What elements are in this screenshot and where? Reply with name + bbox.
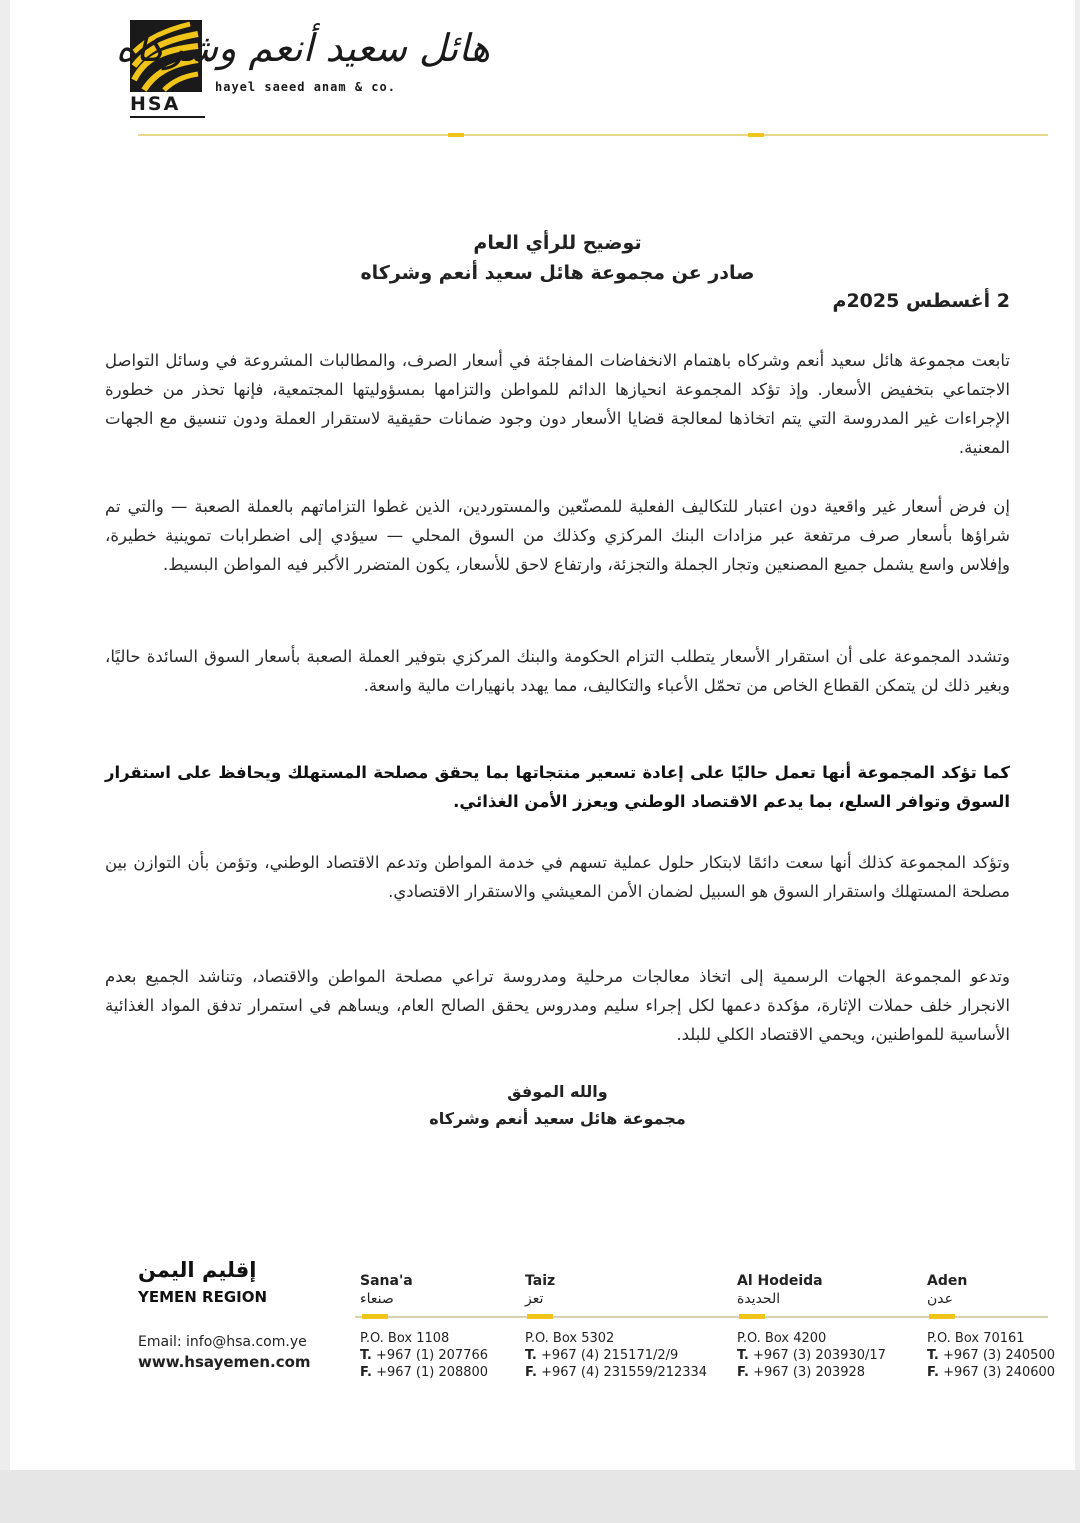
- office-fax-line: [737, 1364, 942, 1381]
- company-name-english: hayel saeed anam & co.: [215, 80, 396, 94]
- title-line-2: صادر عن مجموعة هائل سعيد أنعم وشركاه: [360, 262, 755, 284]
- office-hodeida-heading: [737, 1273, 937, 1307]
- office-tel: +967 (3) 203930/17: [752, 1348, 886, 1363]
- company-name-arabic: هائل سعيد أنعم وشركاه: [115, 26, 490, 70]
- paragraph-1-block: [105, 346, 1010, 462]
- tel-label: T.: [737, 1348, 749, 1363]
- office-marker: [527, 1314, 553, 1319]
- paragraph-3: وتشدد المجموعة على أن استقرار الأسعار يتطلب التزام الحكومة والبنك المركزي بتوفير العملة الصعبة بأسعار السوق السائدة حاليًا، وبغير ذلك لن يتمكن القطاع الخاص من تحمّل الأعباء والتكاليف، مما يهدد بانهيارات مالية واسعة.: [105, 647, 1010, 695]
- office-fax: +967 (4) 231559/212334: [541, 1365, 708, 1380]
- paragraph-2-block: [105, 492, 1010, 579]
- paragraph-4: كما تؤكد المجموعة أنها تعمل حاليًا على إعادة تسعير منتجاتها بما يحقق مصلحة المستهلك ويحافظ على استقرار السوق وتوافر السلع، بما يدعم الاقتصاد الوطني ويعزز الأمن الغذائي.: [105, 763, 1010, 811]
- office-city-arabic: الحديدة: [737, 1291, 781, 1307]
- title-line-1: توضيح للرأي العام: [473, 232, 642, 254]
- office-taiz-details: [525, 1330, 730, 1381]
- closing-line-1: والله الموفق: [507, 1082, 608, 1101]
- office-pobox: P.O. Box 5302: [525, 1331, 615, 1346]
- office-city: Sana'a: [360, 1273, 413, 1289]
- office-fax: +967 (3) 203928: [753, 1365, 866, 1380]
- office-city: Aden: [927, 1273, 968, 1289]
- office-fax-line: [525, 1364, 730, 1381]
- office-pobox: P.O. Box 1108: [360, 1331, 450, 1346]
- office-marker: [929, 1314, 955, 1319]
- office-marker: [739, 1314, 765, 1319]
- fax-label: F.: [927, 1365, 939, 1380]
- office-marker: [362, 1314, 388, 1319]
- office-tel-line: [927, 1347, 1067, 1364]
- closing-signature: مجموعة هائل سعيد أنعم وشركاه: [429, 1109, 686, 1128]
- paragraph-2: إن فرض أسعار غير واقعية دون اعتبار للتكاليف الفعلية للمصنّعين والمستوردين، الذين غطوا التزاماتهم بالعملة الصعبة — والتي تم شراؤها بأسعار صرف مرتفعة عبر مزادات البنك المركزي وكذلك من السوق المحلي — سيؤدي إلى اضطرابات تموينية خطيرة، وإفلاس واسع يشمل جميع المصنعين وتجار الجملة والتجزئة، وارتفاع لاحق للأسعار، يكون المتضرر الأكبر فيه المواطن البسيط.: [105, 497, 1010, 574]
- region-title-english: YEMEN REGION: [138, 1288, 268, 1306]
- fax-label: F.: [525, 1365, 537, 1380]
- paragraph-1: تابعت مجموعة هائل سعيد أنعم وشركاه باهتمام الانخفاضات المفاجئة في أسعار الصرف، والمطالبات المشروعة في وسائل التواصل الاجتماعي بتخفيض الأسعار. وإذ تؤكد المجموعة انحيازها الدائم للمواطن والتزامها بمسؤوليتها المجتمعية، فإنها تحذر من خطورة الإجراءات غير المدروسة التي يتم اتخاذها لمعالجة قضايا الأسعار دون وجود ضمانات حقيقية لاستقرار العملة ودون تنسيق مع الجهات المعنية.: [105, 351, 1010, 457]
- office-tel: +967 (4) 215171/2/9: [540, 1348, 679, 1363]
- paragraph-5-block: [105, 848, 1010, 906]
- region-title-arabic: إقليم اليمن: [138, 1258, 257, 1282]
- office-city: Taiz: [525, 1273, 556, 1289]
- office-city-arabic: صنعاء: [360, 1291, 394, 1307]
- footer-website[interactable]: www.hsayemen.com: [138, 1353, 311, 1371]
- office-pobox: P.O. Box 4200: [737, 1331, 827, 1346]
- letter-date-block: [105, 290, 1010, 312]
- tel-label: T.: [360, 1348, 372, 1363]
- letter-date: 2 أغسطس 2025م: [832, 290, 1010, 312]
- office-aden-heading: [927, 1273, 1080, 1307]
- tel-label: T.: [525, 1348, 537, 1363]
- letter-page: [10, 0, 1075, 1470]
- paragraph-6: وتدعو المجموعة الجهات الرسمية إلى اتخاذ معالجات مرحلية ومدروسة تراعي مصلحة المواطن والاقتصاد، وتناشد الجميع بعدم الانجرار خلف حملات الإثارة، مؤكدة دعمها لكل إجراء سليم ومدروس يحقق الصالح العام، ويساهم في استمرار تدفق المواد الغذائية الأساسية للمواطنين، ويحمي الاقتصاد الكلي للبلد.: [105, 967, 1010, 1044]
- logo-abbreviation: HSA: [130, 94, 205, 118]
- tel-label: T.: [927, 1348, 939, 1363]
- office-fax: +967 (3) 240600: [943, 1365, 1056, 1380]
- paragraph-5: وتؤكد المجموعة كذلك أنها سعت دائمًا لابتكار حلول عملية تسهم في خدمة المواطن وتدعم الاقتصاد الوطني، وتؤمن بأن التوازن بين مصلحة المستهلك واستقرار السوق هو السبيل لضمان الأمن المعيشي والاستقرار الاقتصادي.: [105, 853, 1010, 901]
- office-fax: +967 (1) 208800: [376, 1365, 489, 1380]
- office-pobox: P.O. Box 70161: [927, 1331, 1025, 1346]
- office-city: Al Hodeida: [737, 1273, 823, 1289]
- closing-block: [105, 1078, 1010, 1132]
- letter-title: [105, 228, 1010, 288]
- page-background-band: [0, 1470, 1080, 1523]
- office-tel-line: [737, 1347, 942, 1364]
- fax-label: F.: [360, 1365, 372, 1380]
- office-aden-details: [927, 1330, 1067, 1381]
- office-city-arabic: عدن: [927, 1291, 953, 1307]
- paragraph-6-block: [105, 962, 1010, 1049]
- office-tel: +967 (1) 207766: [375, 1348, 488, 1363]
- office-hodeida-details: [737, 1330, 942, 1381]
- office-fax-line: [927, 1364, 1067, 1381]
- office-tel: +967 (3) 240500: [942, 1348, 1055, 1363]
- footer-email[interactable]: Email: info@hsa.com.ye: [138, 1334, 307, 1350]
- office-tel-line: [525, 1347, 730, 1364]
- office-city-arabic: تعز: [525, 1291, 544, 1307]
- paragraph-4-block: [105, 758, 1010, 816]
- fax-label: F.: [737, 1365, 749, 1380]
- paragraph-3-block: [105, 642, 1010, 700]
- office-taiz-heading: [525, 1273, 725, 1307]
- header-divider: [138, 134, 1048, 136]
